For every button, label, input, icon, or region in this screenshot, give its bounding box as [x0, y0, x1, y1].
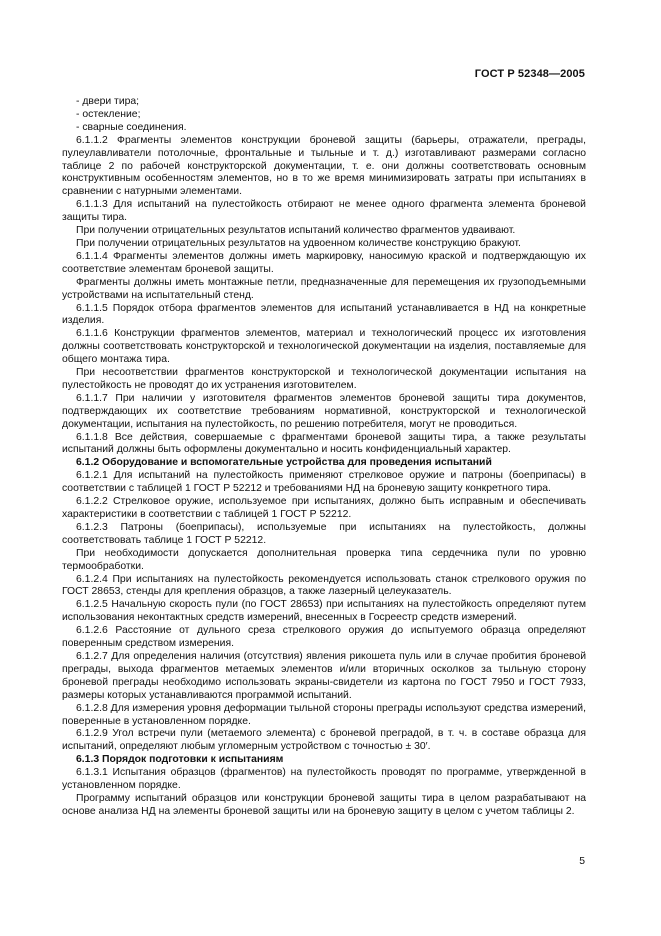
- paragraph: 6.1.2.4 При испытаниях на пулестойкость рекомендуется использовать станок стрелкового оружия по ГОСТ 28653, стенды для крепления образцов, а также лазерный целеуказатель.: [62, 573, 586, 598]
- list-item: - двери тира;: [76, 96, 140, 107]
- paragraph: 6.1.2.9 Угол встречи пули (метаемого элемента) с броневой преградой, в т. ч. в составе образца для испытаний, определяют любым угломерным устройством с точностью ± 30′.: [62, 728, 586, 753]
- document-body: [62, 96, 586, 819]
- paragraph-list: [62, 135, 586, 819]
- paragraph: 6.1.2.2 Стрелковое оружие, используемое при испытаниях, должно быть исправным и обеспечивать характеристики в соответствии с таблицей 1 ГОСТ Р 52212.: [62, 496, 586, 520]
- list-item: - остекление;: [76, 108, 141, 120]
- paragraph: При необходимости допускается дополнительная проверка типа сердечника пули по уровню термообработки.: [62, 547, 586, 572]
- paragraph: 6.1.1.8 Все действия, совершаемые с фрагментами броневой защиты тира, а также результаты испытаний должны быть оформлены документально и носить конфиденциальный характер.: [62, 431, 586, 456]
- standard-header: ГОСТ Р 52348—2005: [474, 68, 585, 80]
- page-number: 5: [579, 856, 585, 867]
- paragraph: 6.1.1.5 Порядок отбора фрагментов элементов для испытаний устанавливается в НД на конкретные изделия.: [62, 302, 586, 327]
- paragraph: 6.1.1.2 Фрагменты элементов конструкции броневой защиты (барьеры, отражатели, преграды, пулеулавливатели потолочные, фронтальные и тыльные и т. д.) изготавливают размерами согласно таблице 2 по рабочей конструкторской документации, т. е. они должны соответствовать основным конструктивным особенностям элементов, но в то же время минимизировать затраты при испытаниях в сравнении с натурными элементами.: [62, 134, 586, 198]
- paragraph: 6.1.1.6 Конструкции фрагментов элементов, материал и технологический процесс их изготовления должны соответствовать конструкторской и технологической документации на изделия, поставляемые для общего монтажа тира.: [62, 328, 586, 366]
- paragraph: 6.1.2.5 Начальную скорость пули (по ГОСТ 28653) при испытаниях на пулестойкость определяют путем использования неконтактных средств измерений, внесенных в Госреестр средств измерений.: [62, 599, 586, 624]
- section-heading: 6.1.3 Порядок подготовки к испытаниям: [76, 754, 284, 766]
- paragraph: 6.1.2.3 Патроны (боеприпасы), используемые при испытаниях на пулестойкость, должны соответствовать таблице 1 ГОСТ Р 52212.: [62, 521, 586, 546]
- paragraph: Фрагменты должны иметь монтажные петли, предназначенные для перемещения их грузоподъемными устройствами на испытательный стенд.: [62, 276, 586, 301]
- paragraph: При несоответствии фрагментов конструкторской и технологической документации испытания на пулестойкость не проводят до их устранения изготовителем.: [62, 367, 586, 391]
- paragraph: 6.1.3.1 Испытания образцов (фрагментов) на пулестойкость проводят по программе, утвержденной в установленном порядке.: [62, 767, 586, 792]
- paragraph: 6.1.2.8 Для измерения уровня деформации тыльной стороны преграды используют средства измерений, поверенные в установленном порядке.: [62, 702, 586, 727]
- paragraph: 6.1.2.6 Расстояние от дульного среза стрелкового оружия до испытуемого образца определяют поверенным средством измерения.: [62, 625, 586, 650]
- paragraph: При получении отрицательных результатов на удвоенном количестве конструкцию бракуют.: [76, 237, 521, 249]
- bullet-list: [62, 96, 586, 135]
- paragraph: 6.1.2.7 Для определения наличия (отсутствия) явления рикошета пуль или в случае пробития броневой преграды, выхода фрагментов метаемых элементов и/или вторичных осколков за тыльную сторону броневой преграды необходимо использовать экраны-свидетели из картона по ГОСТ 7950 и ГОСТ 7933, размеры которых устанавливаются программой испытаний.: [62, 650, 586, 701]
- paragraph: 6.1.2.1 Для испытаний на пулестойкость применяют стрелковое оружие и патроны (боеприпасы) в соответствии с таблицей 1 ГОСТ Р 52212 и требованиями НД на броневую защиту конкретного тира.: [62, 470, 586, 495]
- section-heading: 6.1.2 Оборудование и вспомогательные устройства для проведения испытаний: [76, 457, 492, 469]
- list-item: - сварные соединения.: [76, 121, 187, 133]
- paragraph: 6.1.1.3 Для испытаний на пулестойкость отбирают не менее одного фрагмента элемента броневой защиты тира.: [62, 199, 586, 224]
- paragraph: 6.1.1.4 Фрагменты элементов должны иметь маркировку, наносимую краской и подтверждающую их соответствие элементам броневой защиты.: [62, 250, 586, 275]
- paragraph: При получении отрицательных результатов испытаний количество фрагментов удваивают.: [76, 225, 516, 237]
- paragraph: Программу испытаний образцов или конструкции броневой защиты тира в целом разрабатывают на основе анализа НД на элементы броневой защиты или на броневую защиту в целом с учетом таблицы 2.: [62, 792, 586, 817]
- paragraph: 6.1.1.7 При наличии у изготовителя фрагментов элементов броневой защиты тира документов, подтверждающих их соответствие требованиям нормативной, конструкторской и технологической документации, испытания на пулестойкость, по решению потребителя, могут не проводиться.: [62, 392, 586, 430]
